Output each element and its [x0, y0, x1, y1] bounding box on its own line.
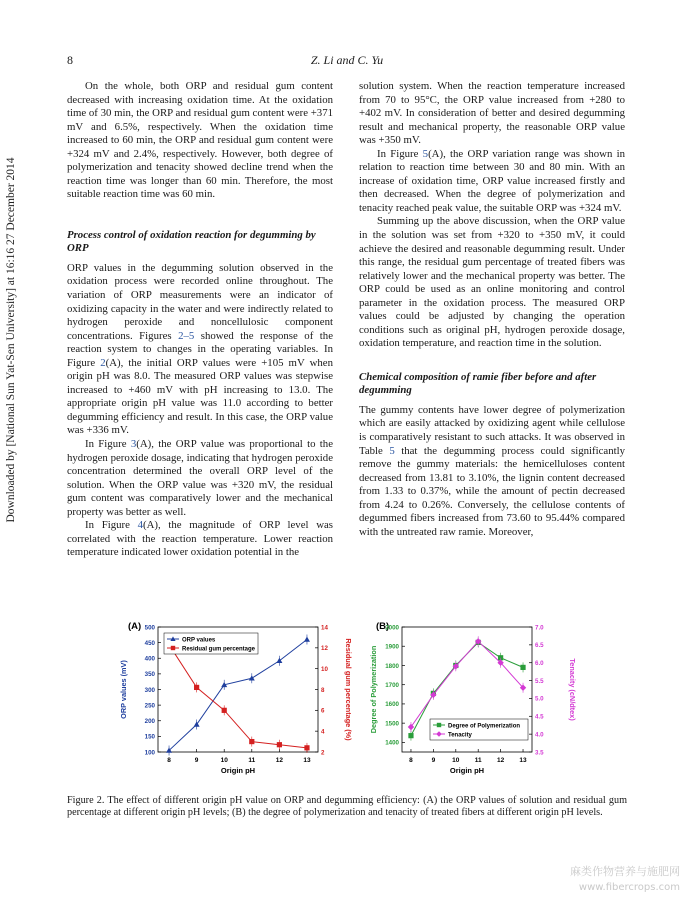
x-tick-label: 11: [474, 757, 482, 764]
y-tick-label-left: 1700: [385, 681, 399, 689]
y-tick-label-left: 500: [144, 624, 155, 632]
data-point: [249, 739, 254, 744]
data-point: [520, 665, 525, 670]
data-point: [194, 685, 199, 690]
figure-link[interactable]: 2–5: [178, 329, 195, 342]
data-point: [249, 675, 255, 680]
section-heading: Process control of oxidation reaction for degumming by ORP: [67, 228, 316, 255]
series-line: [169, 640, 307, 751]
y-tick-label-right: 12: [321, 645, 328, 653]
figure-link[interactable]: 2: [100, 356, 106, 369]
page-number: 8: [67, 53, 73, 67]
running-head: Z. Li and C. Yu: [310, 53, 384, 67]
figure-link[interactable]: 4: [137, 519, 143, 532]
y-axis-label-right: Tenacity (cN/dtex): [568, 658, 578, 721]
table-link[interactable]: 5: [389, 444, 395, 457]
series-line: [169, 645, 307, 748]
y-tick-label-right: 6: [321, 707, 325, 715]
x-tick-label: 11: [248, 757, 256, 764]
legend-box: [430, 719, 528, 740]
x-tick-label: 12: [497, 757, 505, 764]
y-tick-label-left: 450: [144, 639, 155, 647]
y-tick-label-right: 6.5: [535, 642, 544, 650]
data-point: [408, 733, 413, 738]
panel-label: (A): [128, 621, 142, 632]
x-tick-label: 13: [303, 757, 311, 764]
section-heading: Chemical composition of ramie fiber before and after degumming: [359, 370, 597, 397]
y-tick-label-right: 2: [321, 749, 325, 757]
y-tick-label-left: 1800: [385, 662, 399, 670]
x-tick-label: 10: [452, 757, 460, 764]
x-tick-label: 9: [194, 757, 199, 764]
legend-label: ORP values: [182, 637, 216, 644]
x-tick-label: 8: [409, 757, 413, 764]
y-tick-label-left: 350: [144, 671, 155, 679]
series-line: [411, 641, 523, 730]
watermark-text: 麻类作物营养与施肥网: [570, 865, 680, 878]
x-tick-label: 10: [220, 757, 228, 764]
download-stamp-text: Downloaded by [National Sun Yat-Sen University] at 16:16 27 December 2014: [5, 157, 17, 523]
y-tick-label-left: 1500: [385, 720, 399, 728]
paragraph: In Figure 5(A), the ORP variation range was shown in relation to reaction time between 30 and 80 min. With an increase of oxidation time, ORP value increased firstly and then decreased. When the degree of polymerization and tenacity reached peak value, the suitable ORP was +324 mV.: [359, 147, 625, 214]
y-axis-label-left: Degree of Polymerization: [368, 645, 378, 734]
download-stamp: [2, 70, 20, 610]
figure-2-charts: [120, 615, 580, 785]
y-tick-label-left: 250: [144, 702, 155, 710]
legend-label: Tenacity: [448, 732, 472, 739]
paragraph: The gummy contents have lower degree of polymerization which are easily attacked by oxidizing agent while cellulose is comparatively resistant to such attacks. It was observed in Table 5 that the degumming process could significantly remove the gummy materials: the hemicelluloses content decreased from 13.81 to 3.10%, the lignin content decreased from 1.33 to 0.37%, while the amount of pectin decreased from 4.24 to 0.26%. Conversely, the cellulose contents of degummed fibers increased from 73.60 to 95.44% compared with the untreated raw ramie. Moreover,: [359, 403, 625, 538]
y-tick-label-left: 1600: [385, 701, 399, 709]
figure-link[interactable]: 3: [130, 438, 137, 451]
legend-marker: [437, 723, 441, 727]
left-column: [67, 80, 333, 560]
y-tick-label-left: 2000: [385, 624, 399, 632]
y-tick-label-left: 150: [144, 733, 155, 741]
data-point: [222, 708, 227, 713]
data-point: [304, 745, 309, 750]
paragraph: In Figure 3(A), the ORP value was proportional to the hydrogen peroxide dosage, indicating that hydrogen peroxide concentration determined the overall ORP level of the solution. When the ORP value was +320 mV, the residual gum content was comparatively lower and the mechanical property was better as well.: [67, 438, 333, 518]
data-point: [277, 742, 282, 747]
legend-label: Residual gum percentage: [182, 646, 256, 653]
y-axis-label-right: Residual gum percentage (%): [344, 638, 354, 741]
figure-2: [120, 615, 580, 785]
y-tick-label-right: 3.5: [535, 749, 544, 757]
paragraph: Summing up the above discussion, when the ORP value in the solution was set from +320 to +350 mV, it could achieve the desired and reasonable degumming result. Under this range, the residual gum percentage of treated fibers was relatively lower and the mechanical property was better. The ORP could be used as an online monitoring and control parameter in the oxidation process. The measured ORP values could be adjusted by changing the operation conditions such as original pH, hydrogen peroxide dosage, oxidation temperature, and reaction time in the solution.: [359, 215, 625, 350]
y-tick-label-right: 4.0: [535, 731, 544, 739]
panel-label: (B): [376, 621, 390, 632]
paragraph: In Figure 4(A), the magnitude of ORP level was correlated with the reaction temperature. Lower reaction temperature indicated lower oxidation potential in the: [67, 519, 333, 559]
watermark-url: www.fibercrops.com: [578, 882, 680, 893]
figure-link[interactable]: 5: [422, 147, 429, 160]
y-tick-label-left: 100: [144, 749, 155, 757]
y-tick-label-right: 10: [321, 665, 328, 673]
y-tick-label-right: 6.0: [535, 660, 544, 668]
y-tick-label-right: 8: [321, 686, 325, 694]
y-tick-label-left: 1400: [385, 739, 399, 747]
x-tick-label: 12: [275, 757, 283, 764]
x-axis-label: Origin pH: [220, 766, 256, 775]
y-axis-label-left: ORP values (mV): [118, 660, 128, 719]
paragraph: On the whole, both ORP and residual gum content decreased with increasing oxidation time. At the oxidation time of 30 min, the ORP and residual gum content were +371 mV and 6.5%, respectively. When the oxidation time increased to 60 min, the ORP and residual gum content were +324 mV and 2.4%, respectively. However, both degree of polymerization and tenacity showed decline trend when the reaction time was longer than 60 min. Therefore, the most suitable reaction time was 60 min.: [67, 80, 333, 201]
y-tick-label-left: 200: [144, 718, 155, 726]
legend-label: Degree of Polymerization: [448, 723, 521, 730]
y-tick-label-right: 4: [321, 728, 325, 736]
y-tick-label-right: 5.0: [535, 695, 544, 703]
data-point: [408, 724, 414, 730]
figure-caption: Figure 2. The effect of different origin pH value on ORP and degumming efficiency: (A) the ORP values of solution and residual gum percentage at different origin pH levels; (B) the degree of polymerization and tenacity of treated fibers at different origin pH levels.: [67, 795, 627, 819]
y-tick-label-right: 7.0: [535, 624, 544, 632]
legend-marker: [171, 646, 175, 650]
paragraph: ORP values in the degumming solution observed in the oxidation process were recorded online throughout. The variation of ORP measurements were an indicator of oxidizing capacity in the water and were indirectly related to hydrogen peroxide and noncellulosic component concentrations. Figures 2–5 showed the response of the reaction system to changes in the operating variables. In Figure 2(A), the initial ORP values were +105 mV when origin pH was 8.0. The measured ORP values was stepwise increased to +460 mV with pH increasing to 13.0. The appropriate origin pH value was 11.0 according to better degumming efficiency and result. In this case, the ORP value was +336 mV.: [67, 261, 333, 437]
y-tick-label-left: 300: [144, 686, 155, 694]
y-tick-label-right: 14: [321, 624, 328, 632]
right-column: [359, 80, 625, 539]
y-tick-label-left: 400: [144, 655, 155, 663]
y-tick-label-right: 5.5: [535, 677, 544, 685]
paragraph: solution system. When the reaction temperature increased from 70 to 95°C, the ORP value increased from +280 to +402 mV. In consideration of better and desired degumming result and mechanical property, the reasonable ORP value was +350 mV.: [359, 80, 625, 147]
data-point: [304, 637, 310, 642]
x-tick-label: 9: [431, 757, 436, 764]
x-axis-label: Origin pH: [449, 766, 485, 775]
y-tick-label-right: 4.5: [535, 713, 544, 721]
x-tick-label: 13: [519, 757, 527, 764]
x-tick-label: 8: [167, 757, 171, 764]
y-tick-label-left: 1900: [385, 643, 399, 651]
